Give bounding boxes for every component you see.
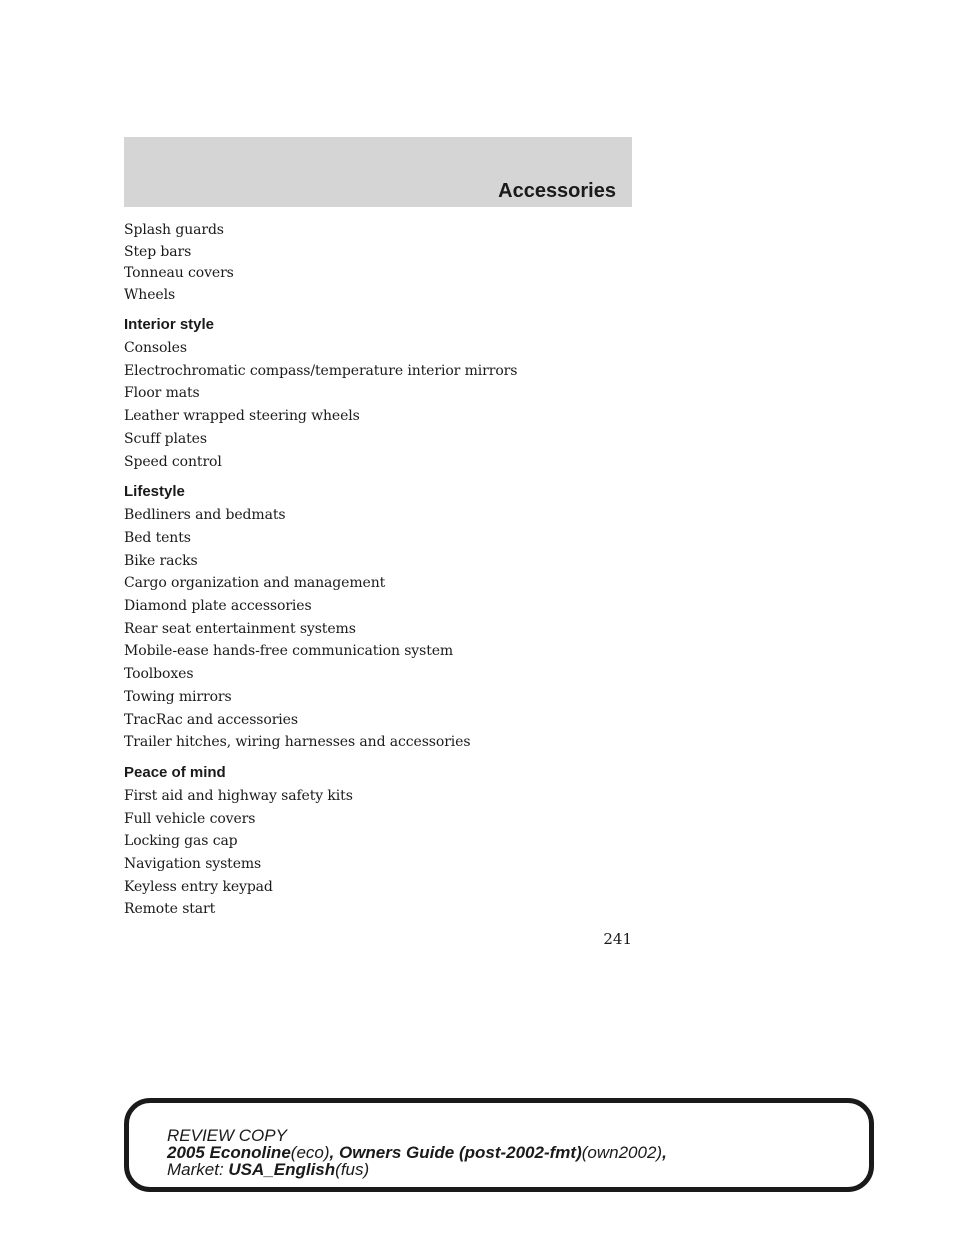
section-heading: Interior style bbox=[124, 316, 215, 333]
list-item: Navigation systems bbox=[124, 856, 262, 873]
review-copy-text bbox=[167, 1127, 667, 1178]
list-item: Consoles bbox=[124, 340, 187, 356]
list-item: Locking gas cap bbox=[124, 833, 238, 850]
list-item: Keyless entry keypad bbox=[124, 878, 273, 895]
list-item: Speed control bbox=[124, 453, 222, 470]
list-item: Remote start bbox=[124, 901, 216, 918]
review-separator: , bbox=[329, 1143, 339, 1162]
review-guide-code: (own2002) bbox=[581, 1143, 663, 1162]
list-item: Bedliners and bedmats bbox=[124, 507, 286, 524]
review-document-line bbox=[167, 1144, 667, 1161]
list-item: TracRac and accessories bbox=[124, 711, 298, 728]
review-market-line bbox=[167, 1161, 667, 1178]
list-item: Cargo organization and management bbox=[124, 575, 386, 592]
section-heading: Peace of mind bbox=[124, 763, 226, 781]
section-exterior-continued bbox=[124, 220, 632, 306]
list-item: Mobile-ease hands-free communication system bbox=[124, 643, 454, 660]
review-market-code: (fus) bbox=[335, 1160, 370, 1179]
section-peace-of-mind bbox=[124, 762, 632, 921]
list-item: Leather wrapped steering wheels bbox=[124, 408, 360, 425]
list-item: Toolboxes bbox=[124, 666, 194, 683]
list-item: Towing mirrors bbox=[124, 688, 232, 705]
section-title: Accessories bbox=[498, 180, 616, 202]
review-model: 2005 Econoline bbox=[167, 1143, 291, 1162]
list-item: Splash guards bbox=[124, 222, 224, 238]
review-model-code: (eco) bbox=[290, 1143, 330, 1162]
section-interior-style bbox=[124, 314, 632, 473]
list-item: Tonneau covers bbox=[124, 265, 234, 281]
page-number: 241 bbox=[603, 930, 632, 948]
accessory-list bbox=[124, 220, 632, 921]
list-item: Step bars bbox=[124, 243, 192, 260]
list-item: Diamond plate accessories bbox=[124, 598, 312, 615]
list-item: Rear seat entertainment systems bbox=[124, 620, 356, 637]
list-item: Trailer hitches, wiring harnesses and accessories bbox=[124, 734, 471, 751]
review-copy-box bbox=[124, 1098, 874, 1192]
review-separator: , bbox=[662, 1143, 667, 1162]
list-item: Electrochromatic compass/temperature interior mirrors bbox=[124, 362, 518, 379]
section-header-band bbox=[124, 137, 632, 207]
list-item: Floor mats bbox=[124, 385, 200, 402]
review-market: USA_English bbox=[228, 1160, 336, 1179]
list-item: Bike racks bbox=[124, 552, 198, 569]
list-item: Wheels bbox=[124, 286, 176, 303]
list-item: First aid and highway safety kits bbox=[124, 787, 353, 804]
review-guide: Owners Guide (post-2002-fmt) bbox=[338, 1143, 582, 1162]
list-item: Bed tents bbox=[124, 529, 191, 546]
review-copy-label: REVIEW COPY bbox=[167, 1126, 287, 1145]
list-item: Full vehicle covers bbox=[124, 810, 256, 827]
section-lifestyle bbox=[124, 481, 632, 754]
section-heading: Lifestyle bbox=[124, 483, 185, 501]
review-market-label: Market: bbox=[167, 1160, 229, 1179]
list-item: Scuff plates bbox=[124, 430, 207, 447]
